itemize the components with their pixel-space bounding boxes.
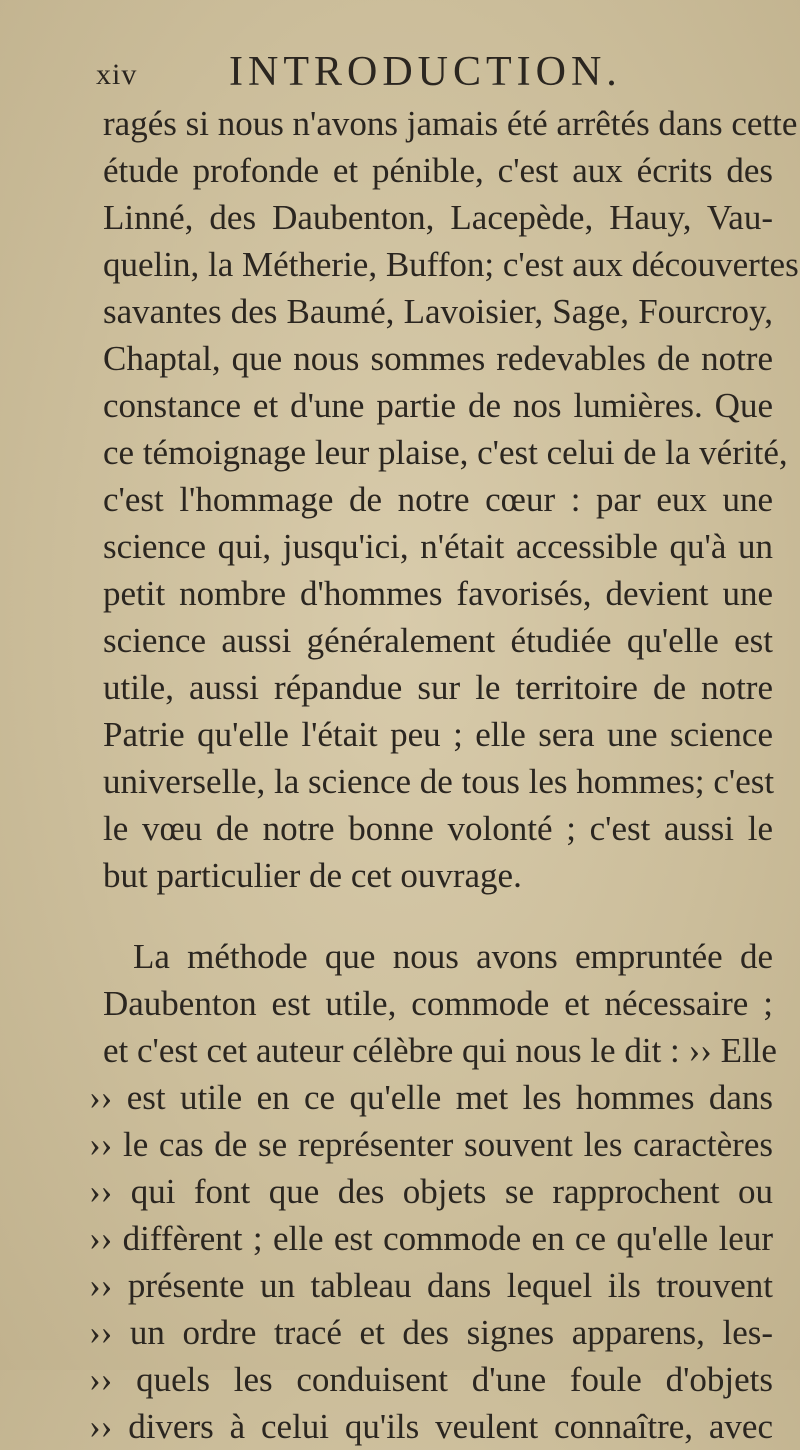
text-line: Chaptal, que nous sommes redevables de notre	[103, 339, 773, 378]
text-line: but particulier de cet ouvrage.	[103, 856, 522, 895]
text-line: petit nombre d'hommes favorisés, devient une	[103, 574, 773, 613]
text-line: quelin, la Métherie, Buffon; c'est aux découvertes	[103, 245, 799, 284]
quoted-line: ›› divers à celui qu'ils veulent connaître, avec	[89, 1407, 773, 1446]
paragraph-gap	[103, 899, 773, 933]
text-line: Linné, des Daubenton, Lacepède, Hauy, Vau-	[103, 198, 773, 237]
body-text	[89, 100, 799, 1450]
paragraph-1	[103, 100, 799, 899]
text-line: science qui, jusqu'ici, n'était accessible qu'à un	[103, 527, 773, 566]
text-line: Daubenton est utile, commode et nécessaire ;	[103, 984, 773, 1023]
quoted-line: ›› est utile en ce qu'elle met les hommes dans	[89, 1078, 773, 1117]
text-line: Patrie qu'elle l'était peu ; elle sera une science	[103, 715, 773, 754]
text-line: ragés si nous n'avons jamais été arrêtés dans cette	[103, 104, 798, 143]
quoted-line: ›› présente un tableau dans lequel ils trouvent	[89, 1266, 773, 1305]
text-line: constance et d'une partie de nos lumières. Que	[103, 386, 773, 425]
text-line: La méthode que nous avons empruntée de	[133, 937, 773, 976]
text-line: savantes des Baumé, Lavoisier, Sage, Fourcroy,	[103, 292, 773, 331]
text-line: utile, aussi répandue sur le territoire de notre	[103, 668, 773, 707]
text-line: c'est l'hommage de notre cœur : par eux une	[103, 480, 773, 519]
paragraph-2	[89, 933, 777, 1450]
page-header	[96, 48, 776, 98]
text-line: et c'est cet auteur célèbre qui nous le dit : ›› Elle	[103, 1031, 777, 1070]
quoted-line: ›› un ordre tracé et des signes apparens, les-	[89, 1313, 773, 1352]
quoted-line: ›› le cas de se représenter souvent les caractères	[89, 1125, 773, 1164]
page-number: xiv	[96, 58, 138, 91]
text-line: universelle, la science de tous les hommes; c'est	[103, 762, 775, 801]
quoted-line: ›› qui font que des objets se rapprochent ou	[89, 1172, 773, 1211]
quoted-line: ›› quels les conduisent d'une foule d'objets	[89, 1360, 773, 1399]
text-line: étude profonde et pénible, c'est aux écrits des	[103, 151, 773, 190]
text-line: science aussi généralement étudiée qu'elle est	[103, 621, 773, 660]
running-title: INTRODUCTION.	[229, 49, 622, 95]
quoted-line: ›› diffèrent ; elle est commode en ce qu'elle leur	[89, 1219, 773, 1258]
text-line: le vœu de notre bonne volonté ; c'est aussi le	[103, 809, 773, 848]
text-line: ce témoignage leur plaise, c'est celui de la vérité,	[103, 433, 788, 472]
